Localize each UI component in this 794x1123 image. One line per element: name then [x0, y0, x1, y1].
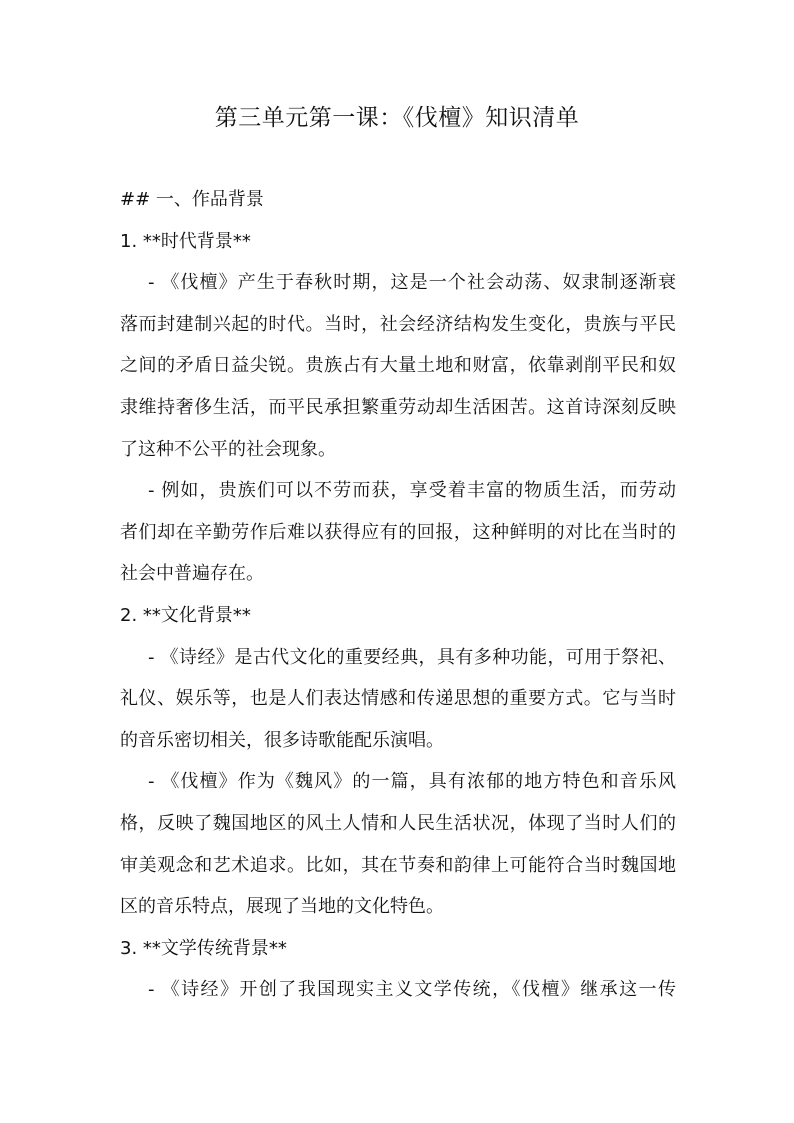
text-line: 隶维持奢侈生活，而平民承担繁重劳动却生活困苦。这首诗深刻反映 [120, 396, 676, 418]
text-line: 社会中普遍存在。 [120, 563, 264, 585]
text-line: 之间的矛盾日益尖锐。贵族占有大量土地和财富，依靠剥削平民和奴 [120, 355, 676, 377]
text-line: 落而封建制兴起的时代。当时，社会经济结构发生变化，贵族与平民 [120, 313, 676, 335]
text-line: - 《诗经》是古代文化的重要经典，具有多种功能，可用于祭祀、 [148, 646, 676, 668]
text-line: 了这种不公平的社会现象。 [120, 438, 336, 460]
text-line: 审美观念和艺术追求。比如，其在节奏和韵律上可能符合当时魏国地 [120, 854, 676, 876]
text-line: - 《诗经》开创了我国现实主义文学传统，《伐檀》继承这一传 [148, 979, 676, 1001]
text-line: 格，反映了魏国地区的风土人情和人民生活状况，体现了当时人们的 [120, 812, 676, 834]
item-heading-culture: 2. **文化背景** [120, 604, 251, 626]
text-line: 礼仪、娱乐等，也是人们表达情感和传递思想的重要方式。它与当时 [120, 688, 676, 710]
text-line: - 例如，贵族们可以不劳而获，享受着丰富的物质生活，而劳动 [148, 480, 676, 502]
text-line: 区的音乐特点，展现了当地的文化特色。 [120, 896, 444, 918]
item-heading-literary-tradition: 3. **文学传统背景** [120, 937, 287, 959]
item-heading-era: 1. **时代背景** [120, 230, 251, 252]
text-line: - 《伐檀》产生于春秋时期，这是一个社会动荡、奴隶制逐渐衰 [148, 272, 676, 294]
text-line: 的音乐密切相关，很多诗歌能配乐演唱。 [120, 729, 444, 751]
document-body [120, 179, 676, 1011]
section-heading: ## 一、作品背景 [120, 189, 264, 210]
text-line: - 《伐檀》作为《魏风》的一篇，具有浓郁的地方特色和音乐风 [148, 771, 676, 793]
page-title: 第三单元第一课：《伐檀》知识清单 [214, 105, 580, 131]
text-line: 者们却在辛勤劳作后难以获得应有的回报，这种鲜明的对比在当时的 [120, 521, 676, 543]
